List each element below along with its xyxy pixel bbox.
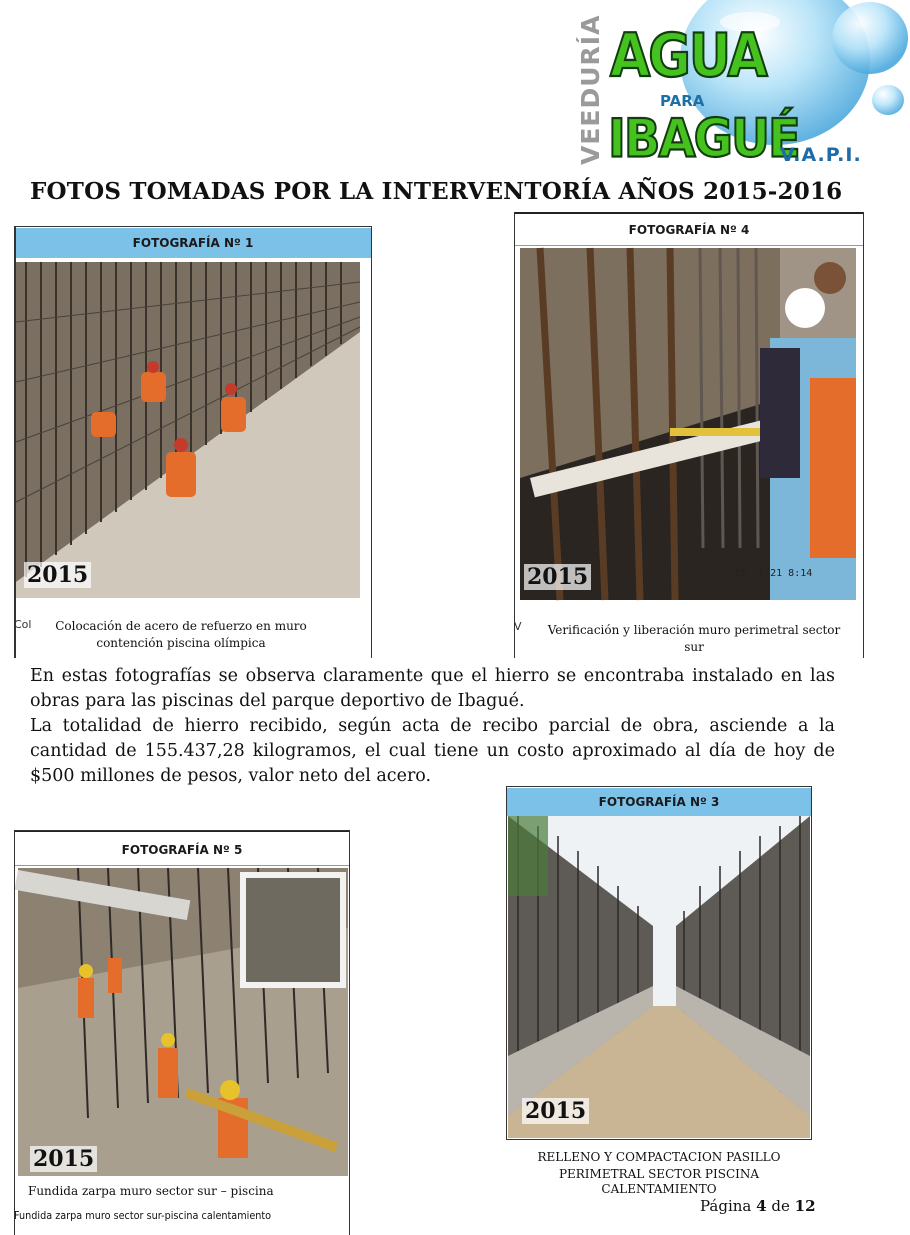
photo-header-4: FOTOGRAFÍA Nº 4 bbox=[514, 212, 864, 246]
page-label: Página bbox=[700, 1197, 752, 1215]
photo-year-1: 2015 bbox=[24, 562, 91, 588]
logo-vapi-text: V.A.P.I. bbox=[780, 144, 862, 166]
photo-caption-3: RELLENO Y COMPACTACION PASILLO PERIMETRAL SECTOR PISCINA bbox=[537, 1150, 781, 1181]
logo-agua-text: AGUA bbox=[610, 22, 766, 91]
photo-header-5: FOTOGRAFÍA Nº 5 bbox=[14, 830, 350, 866]
logo-veeduria-text: VEEDURÍA bbox=[576, 14, 605, 165]
photo-caption-3-cut: CALENTAMIENTO bbox=[601, 1182, 717, 1196]
photo-cut-text-1: Col bbox=[14, 618, 32, 631]
photo-year-4: 2015 bbox=[524, 564, 591, 590]
photo-image-3 bbox=[508, 816, 810, 1138]
photo-card-3 bbox=[506, 786, 812, 1140]
body-paragraph-2: La totalidad de hierro recibido, según acta de recibo parcial de obra, asciende a la cantidad de 155.437,28 kilogramos, el cual tiene un costo aproximado al día de hoy de $500 millones de pesos, valor neto del acero. bbox=[30, 716, 835, 786]
photo-year-5: 2015 bbox=[30, 1146, 97, 1172]
photo-card-4 bbox=[514, 212, 864, 658]
body-text bbox=[30, 664, 835, 789]
body-paragraph-1: En estas fotografías se observa claramente que el hierro se encontraba instalado en las obras para las piscinas del parque deportivo de Ibagué. bbox=[30, 666, 835, 711]
logo-ibague-text: IBAGUÉ bbox=[608, 108, 799, 170]
photo-caption-1: Colocación de acero de refuerzo en muro contención piscina olímpica bbox=[55, 619, 307, 650]
photo-card-5 bbox=[14, 830, 350, 1235]
photo-cut-text-4: V bbox=[514, 620, 522, 633]
page-number bbox=[700, 1197, 816, 1215]
photo-card-1 bbox=[14, 226, 372, 658]
photo-header-1: FOTOGRAFÍA Nº 1 bbox=[14, 228, 372, 258]
photo-image-1 bbox=[16, 262, 360, 598]
vapi-logo bbox=[570, 0, 910, 172]
photo-caption-5-secondary: Fundida zarpa muro sector sur-piscina calentamiento bbox=[14, 1210, 272, 1222]
photo-image-4 bbox=[520, 248, 856, 600]
page-current: 4 bbox=[756, 1197, 767, 1215]
photo-stamp-4: 16. 1.21 8:14 bbox=[734, 568, 813, 579]
photo-header-3: FOTOGRAFÍA Nº 3 bbox=[506, 788, 812, 816]
page-of: de bbox=[771, 1197, 790, 1215]
photo-year-3: 2015 bbox=[522, 1098, 589, 1124]
page-title: FOTOS TOMADAS POR LA INTERVENTORÍA AÑOS 2015-2016 bbox=[30, 178, 843, 205]
photo-caption-4: Verificación y liberación muro perimetral sector sur bbox=[547, 623, 841, 654]
photo-image-5 bbox=[18, 868, 348, 1176]
page-total: 12 bbox=[794, 1197, 816, 1215]
logo-para-text: PARA bbox=[660, 92, 705, 110]
photo-caption-5: Fundida zarpa muro sector sur – piscina bbox=[28, 1184, 274, 1198]
